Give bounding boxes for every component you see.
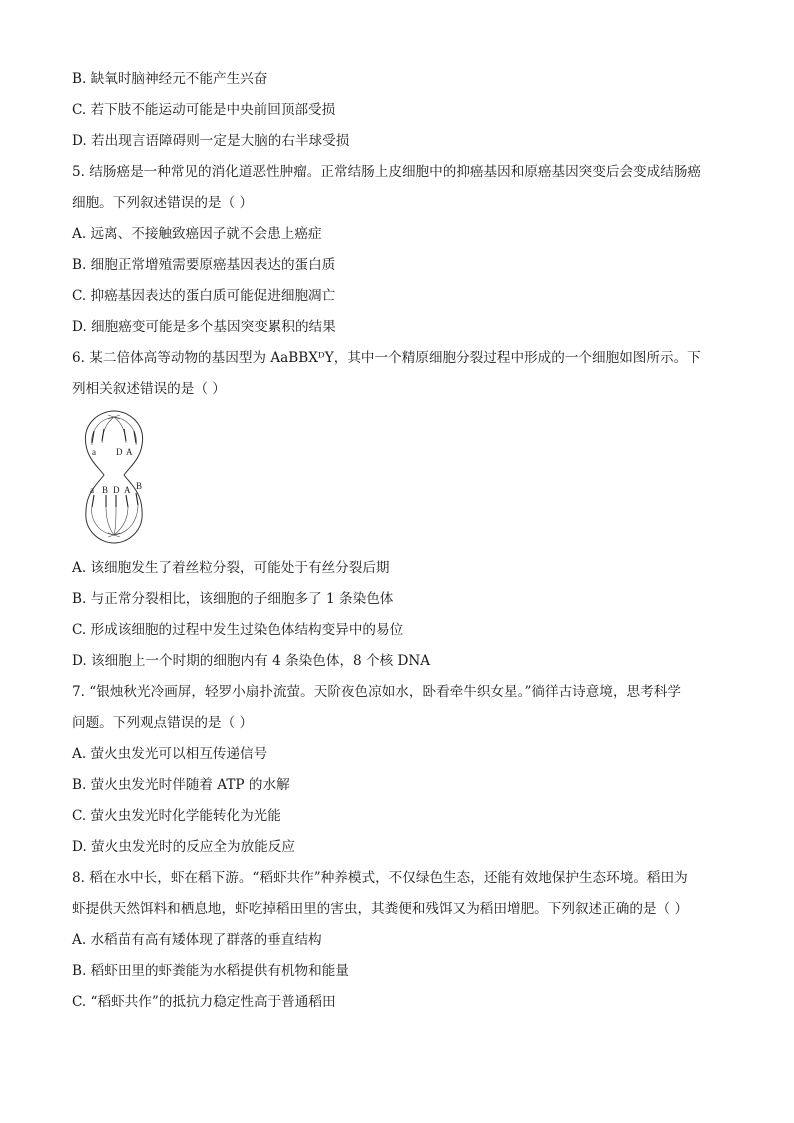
upper-label-d: D bbox=[116, 447, 123, 457]
q7-stem-line1: 7. “银烛秋光冷画屏，轻罗小扇扑流萤。天阶夜色凉如水，卧看牵牛织女星。”徜徉古诗意境，思考科学 bbox=[72, 684, 681, 700]
upper-label-a: a bbox=[92, 447, 96, 457]
cell-division-figure bbox=[72, 405, 732, 553]
q8-option-a: A. 水稻苗有高有矮体现了群落的垂直结构 bbox=[72, 932, 322, 948]
q8-stem-line1: 8. 稻在水中长，虾在稻下游。“稻虾共作”种养模式，不仅绿色生态，还能有效地保护生态环境。稻田为 bbox=[72, 870, 688, 886]
lower-label-a-cap: A bbox=[124, 485, 131, 495]
q4-option-c: C. 若下肢不能运动可能是中央前回顶部受损 bbox=[72, 102, 336, 118]
q4-option-b: B. 缺氧时脑神经元不能产生兴奋 bbox=[72, 71, 268, 87]
q7-option-d: D. 萤火虫发光时的反应全为放能反应 bbox=[72, 839, 295, 855]
lower-label-d: D bbox=[113, 485, 120, 495]
q4-option-d: D. 若出现言语障碍则一定是大脑的右半球受损 bbox=[72, 133, 350, 149]
q5-stem-line2: 细胞。下列叙述错误的是（ ） bbox=[72, 195, 254, 211]
q8-stem-line2: 虾提供天然饵料和栖息地，虾吃掉稻田里的害虫，其粪便和残饵又为稻田增肥。下列叙述正确的是（ ） bbox=[72, 901, 689, 917]
lower-spindle bbox=[92, 505, 138, 537]
q6-stem-line2: 列相关叙述错误的是（ ） bbox=[72, 381, 226, 397]
q7-option-c: C. 萤火虫发光时化学能转化为光能 bbox=[72, 808, 281, 824]
q5-option-d: D. 细胞癌变可能是多个基因突变累积的结果 bbox=[72, 319, 336, 335]
lower-label-b2: B bbox=[136, 481, 143, 491]
lower-chromosomes bbox=[92, 493, 138, 507]
cell-division-diagram bbox=[78, 409, 150, 545]
q6-option-c: C. 形成该细胞的过程中发生过染色体结构变异中的易位 bbox=[72, 622, 404, 638]
q5-option-a: A. 远离、不接触致癌因子就不会患上癌症 bbox=[72, 226, 322, 242]
q8-option-c: C. “稻虾共作”的抵抗力稳定性高于普通稻田 bbox=[72, 994, 336, 1010]
q8-option-b: B. 稻虾田里的虾粪能为水稻提供有机物和能量 bbox=[72, 963, 349, 979]
upper-label-a-cap: A bbox=[126, 447, 133, 457]
q6-option-a: A. 该细胞发生了着丝粒分裂，可能处于有丝分裂后期 bbox=[72, 560, 390, 576]
q6-option-b: B. 与正常分裂相比，该细胞的子细胞多了 1 条染色体 bbox=[72, 591, 394, 607]
q6-stem-line1: 6. 某二倍体高等动物的基因型为 AaBBXᴰY，其中一个精原细胞分裂过程中形成的一个细胞如图所示。下 bbox=[72, 350, 701, 366]
q5-stem-line1: 5. 结肠癌是一种常见的消化道恶性肿瘤。正常结肠上皮细胞中的抑癌基因和原癌基因突变后会变成结肠癌 bbox=[72, 164, 702, 180]
exam-page bbox=[72, 64, 732, 1018]
q5-option-c: C. 抑癌基因表达的蛋白质可能促进细胞凋亡 bbox=[72, 288, 336, 304]
q7-option-b: B. 萤火虫发光时伴随着 ATP 的水解 bbox=[72, 777, 290, 793]
q7-option-a: A. 萤火虫发光可以相互传递信号 bbox=[72, 746, 268, 762]
q6-option-d: D. 该细胞上一个时期的细胞内有 4 条染色体，8 个核 DNA bbox=[72, 653, 431, 669]
upper-chromosomes bbox=[92, 429, 136, 443]
lower-label-a: a bbox=[90, 485, 94, 495]
q5-option-b: B. 细胞正常增殖需要原癌基因表达的蛋白质 bbox=[72, 257, 336, 273]
q7-stem-line2: 问题。下列观点错误的是（ ） bbox=[72, 715, 254, 731]
lower-label-b1: B bbox=[102, 485, 109, 495]
upper-spindle bbox=[92, 415, 137, 445]
